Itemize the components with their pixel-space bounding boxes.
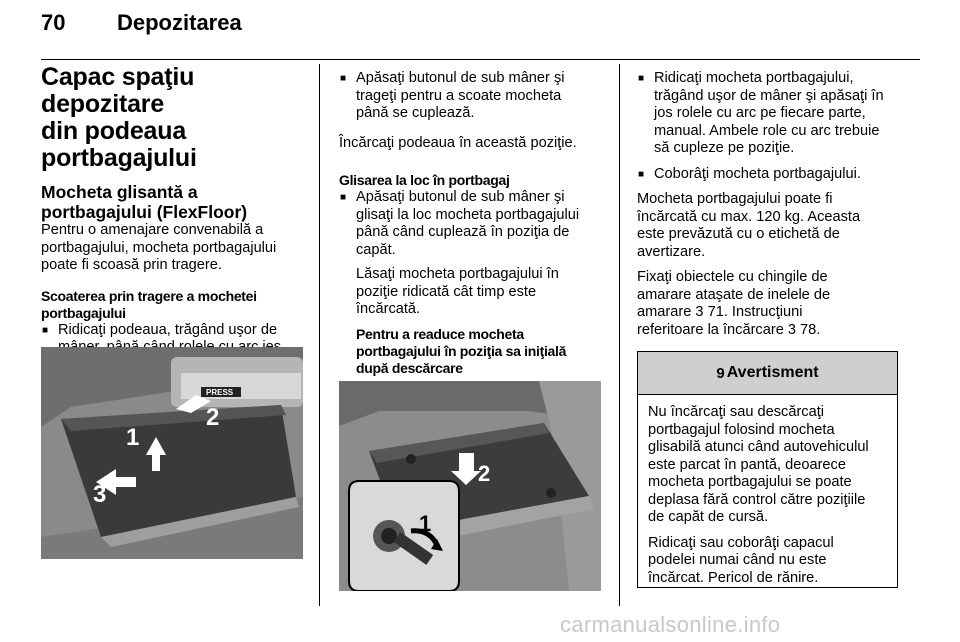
press-button-label: PRESS bbox=[206, 388, 234, 397]
chapter-title: Depozitarea bbox=[117, 10, 242, 35]
load-floor-paragraph: Încărcaţi podeaua în această poziţie. bbox=[339, 134, 577, 151]
warning-paragraph-2: Ridicaţi sau coborâţi capacul podelei numai când nu este încărcat. Pericol de rănire. bbox=[648, 534, 834, 586]
intro-paragraph: Pentru o amenajare convenabilă a portbagajului, mocheta portbagajului poate fi scoasă prin tragere. bbox=[41, 222, 277, 273]
bullet-slide-back: ■ Apăsaţi butonul de sub mâner şi glisaţi la loc mocheta portbagajului până când cuplează în poziţia de capăt. bbox=[339, 189, 611, 259]
column-divider-1 bbox=[319, 64, 320, 606]
slide-back-heading: Glisarea la loc în portbagaj bbox=[339, 172, 510, 188]
figure-label-1b: 1 bbox=[419, 511, 432, 536]
column-2 bbox=[339, 64, 611, 377]
bullet-lift-floor: ■ Ridicaţi podeaua, trăgând uşor de bbox=[41, 322, 311, 375]
bullet-lift-rollers: ■ Ridicaţi mocheta portbagajului, trăgând uşor de mâner şi apăsaţi în jos rolele cu arc pe fiecare parte, manual. Ambele role cu arc trebuie să cupleze pe poziţie. bbox=[637, 70, 907, 158]
watermark: carmanualsonline.info bbox=[560, 612, 781, 637]
section-heading: Capac spaţiu depozitare din podeaua portbagajului bbox=[41, 63, 197, 172]
column-divider-2 bbox=[619, 64, 620, 606]
flexfloor-restore-illustration bbox=[339, 381, 601, 591]
procedure-heading: Scoaterea prin tragere a mochetei portbagajului bbox=[41, 287, 257, 321]
bullet-lower-floor: ■ Coborâţi mocheta portbagajului. bbox=[637, 166, 907, 184]
header-rule bbox=[41, 59, 920, 60]
bullet-press-pull: ■ Apăsaţi butonul de sub mâner şi trageţi pentru a scoate mocheta până se cuplează. bbox=[339, 70, 611, 123]
flexfloor-removal-illustration bbox=[41, 347, 303, 559]
page-ref-icon[interactable]: 3 bbox=[695, 304, 704, 320]
warning-paragraph-1: Nu încărcaţi sau descărcaţi portbagajul folosind mocheta glisabilă atunci când autovehiculul este parcat în pantă, deoarece mocheta portbagajului se poate deplasa fără control către poziţiile de capăt de cursă. bbox=[648, 404, 869, 525]
column-1 bbox=[41, 64, 311, 374]
restore-heading: Pentru a readuce mocheta portbagajului în poziţia sa iniţială după descărcare bbox=[356, 325, 567, 376]
page-number: 70 bbox=[41, 10, 66, 35]
figure-label-2b: 2 bbox=[478, 461, 491, 486]
page-ref-icon[interactable]: 3 bbox=[787, 321, 796, 338]
raised-position-paragraph: Lăsaţi mocheta portbagajului în poziţie ridicată cât timp este încărcată. bbox=[356, 266, 559, 317]
warning-title: Avertisment bbox=[726, 364, 819, 381]
warning-box bbox=[637, 351, 898, 588]
column-3 bbox=[637, 64, 907, 339]
subsection-heading: Mocheta glisantă a portbagajului (FlexFloor) bbox=[41, 182, 248, 222]
warning-triangle-icon: 9 bbox=[716, 364, 725, 382]
warning-body bbox=[638, 395, 897, 587]
figure-label-3: 3 bbox=[93, 481, 107, 508]
figure-label-1: 1 bbox=[126, 424, 140, 451]
tie-down-paragraph: Fixaţi obiectele cu chingile de amarare ataşate de inelele de amarare 3 71. Instrucţiuni referitoare la încărcare 3 78. bbox=[637, 269, 831, 338]
warning-header bbox=[638, 352, 897, 395]
max-load-paragraph: Mocheta portbagajului poate fi încărcată cu max. 120 kg. Aceasta este prevăzută cu o etichetă de avertizare. bbox=[637, 191, 861, 260]
figure-label-2: 2 bbox=[206, 404, 220, 431]
